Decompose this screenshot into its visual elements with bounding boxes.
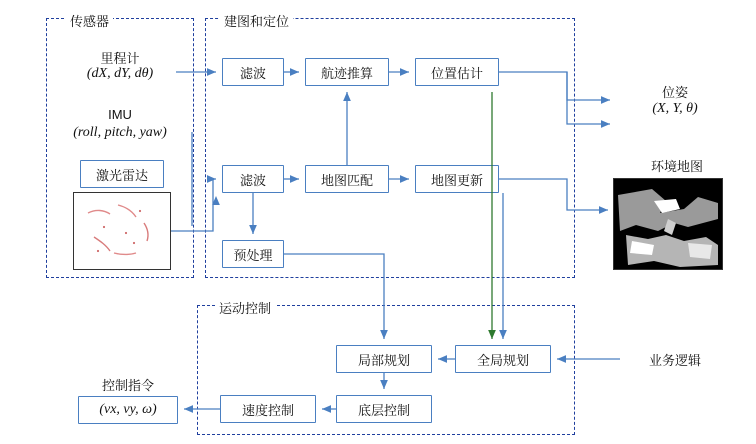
env-map-graphic (614, 179, 723, 270)
pose-estimation-label: 位置估计 (430, 65, 483, 81)
pose-output-label: 位姿 (661, 85, 688, 100)
local-planning-box (336, 345, 432, 373)
global-planning-label: 全局规划 (476, 352, 529, 368)
lidar-box (80, 160, 164, 188)
imu-value: (roll, pitch, yaw) (73, 125, 167, 140)
map-update-label: 地图更新 (430, 172, 483, 188)
imu-label: IMU (108, 107, 132, 122)
control-cmd-label: 控制指令 (101, 378, 154, 393)
group-mapping-localization-label: 建图和定位 (220, 11, 293, 30)
filter-bottom-label: 滤波 (239, 172, 266, 188)
group-sensors-label: 传感器 (66, 11, 113, 30)
lidar-label: 激光雷达 (95, 167, 148, 183)
control-cmd-box (78, 396, 178, 424)
lidar-scan-graphic (74, 193, 171, 270)
global-planning-box (455, 345, 551, 373)
map-update-box (415, 165, 499, 193)
lidar-scan-image (73, 192, 171, 270)
group-motion-control-label: 运动控制 (215, 298, 275, 317)
speed-control-box (220, 395, 316, 423)
odometer-value: (dX, dY, dθ) (86, 66, 154, 81)
map-matching-label: 地图匹配 (320, 172, 373, 188)
filter-top-box (222, 58, 284, 86)
odometer-label: 里程计 (100, 51, 140, 66)
business-logic-label: 业务逻辑 (648, 353, 701, 368)
low-level-control-label: 底层控制 (357, 402, 410, 418)
control-cmd-value: (vx, vy, ω) (99, 402, 157, 417)
dead-reckoning-box (305, 58, 389, 86)
group-mapping-localization (205, 18, 575, 278)
preprocess-box (222, 240, 284, 268)
speed-control-label: 速度控制 (241, 402, 294, 418)
preprocess-label: 预处理 (233, 247, 273, 263)
filter-bottom-box (222, 165, 284, 193)
env-map-label: 环境地图 (650, 159, 703, 174)
pose-estimation-box (415, 58, 499, 86)
dead-reckoning-label: 航迹推算 (320, 65, 373, 81)
env-map-image (613, 178, 723, 270)
filter-top-label: 滤波 (239, 65, 266, 81)
map-matching-box (305, 165, 389, 193)
pose-output-value: (X, Y, θ) (652, 101, 698, 116)
low-level-control-box (336, 395, 432, 423)
local-planning-label: 局部规划 (357, 352, 410, 368)
